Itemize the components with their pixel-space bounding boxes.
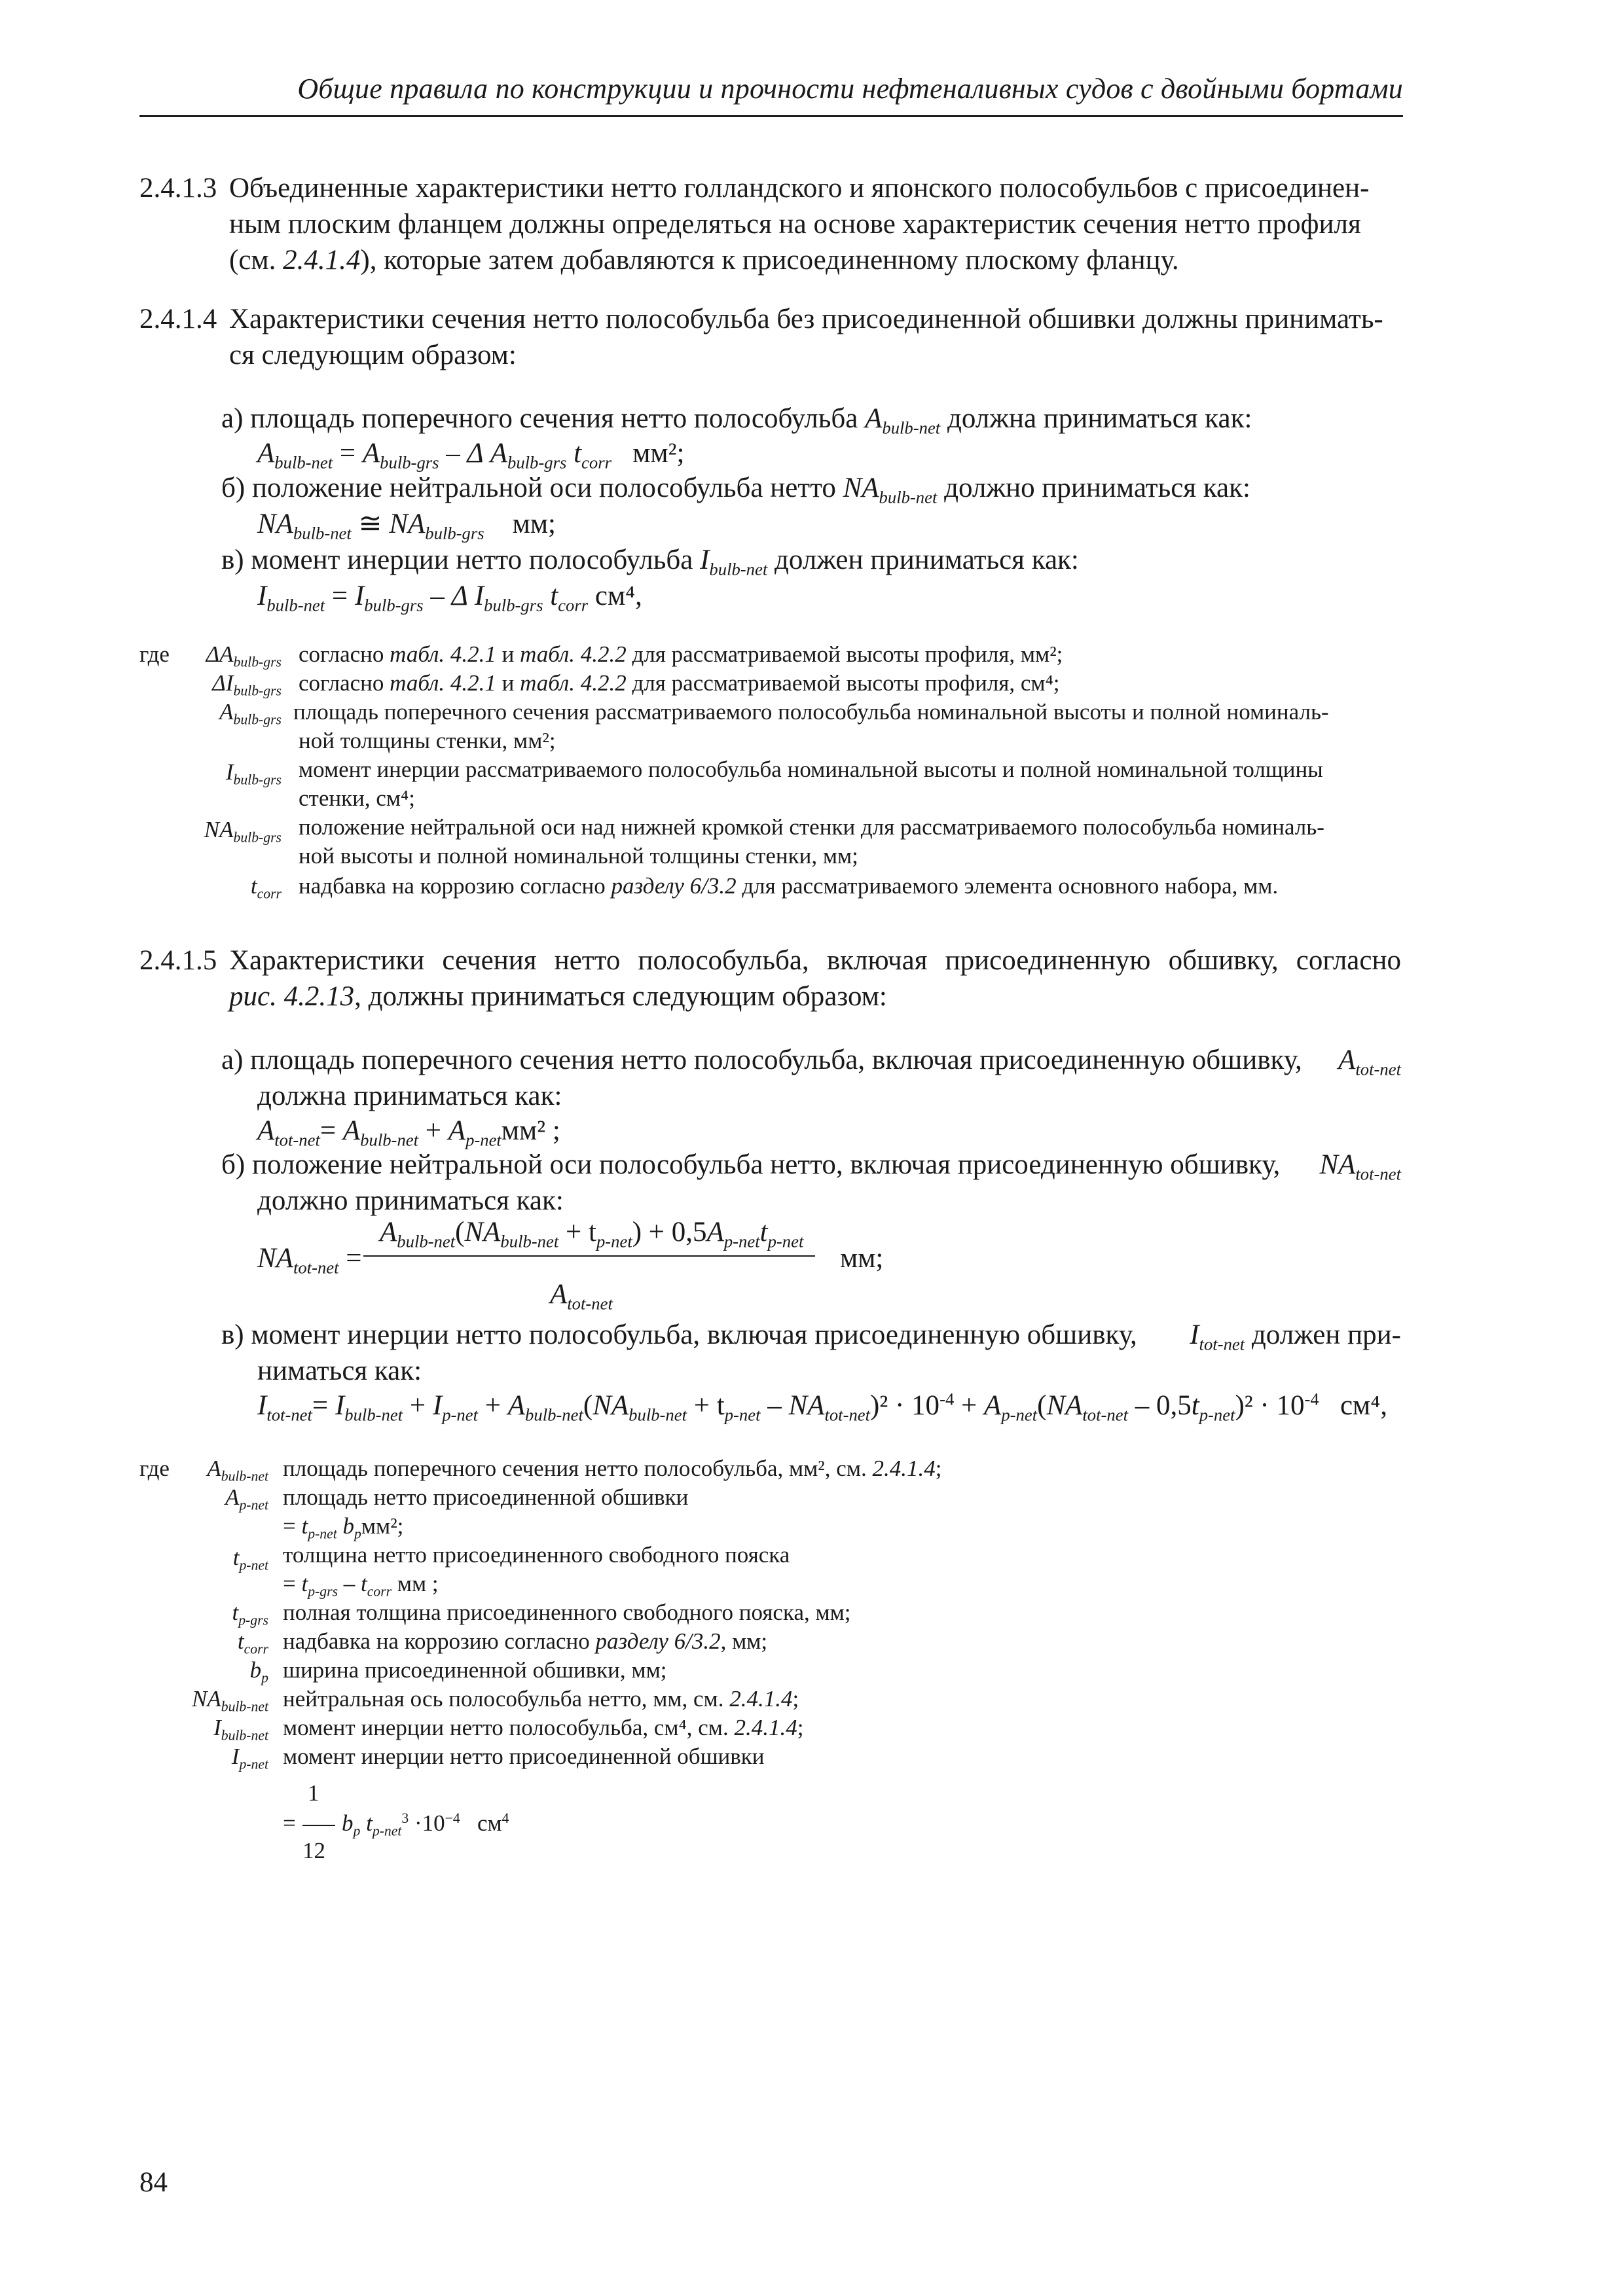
- header-rule: [139, 115, 1403, 117]
- para-line: Характеристики сечения нетто полособульба, включая присоединенную обшивку, согласно: [229, 945, 1401, 976]
- definition: положение нейтральной оси над нижней кромкой стенки для рассматриваемого полособульба номиналь- ной высоты и полной номинальной толщины стенки, мм;: [299, 814, 1324, 869]
- fraction-numerator: $A_{bulb-net}(NA_{bulb-net} + t_{p-net}) + 0,5A_{p-net}t_{p-net}$: [380, 1217, 804, 1251]
- item-b: [221, 470, 1250, 506]
- formula-b-lhs: $NA_{tot-net}$ =: [257, 1243, 362, 1278]
- definition-formula: =: [283, 1810, 296, 1836]
- item-tail: должна приниматься как:: [947, 403, 1252, 434]
- def-symbol: $t_{p-net}$: [232, 1545, 268, 1573]
- item-label: в) момент инерции нетто полособульба, включая присоединенную обшивку,: [221, 1319, 1137, 1350]
- formula-c: $I_{tot-net}= I_{bulb-net} + I_{p-net} + A_{bulb-net}(NA_{bulb-net} + t_{p-net} - NA_{tot-net})^2 \cdot 10^{-4} + A_{p-net}(NA_{tot-net} - 0,5t_{p-net})^2 \cdot 10^{-4}$ см⁴,: [257, 1389, 1388, 1425]
- definition: площадь поперечного сечения нетто полособульба, мм², см. 2.4.1.4;: [283, 1456, 942, 1481]
- item-tail: должно приниматься как:: [944, 473, 1250, 503]
- definition: ширина присоединенной обшивки, мм;: [283, 1657, 667, 1683]
- item-c: в) момент инерции нетто полособульба, включая присоединенную обшивку, $I_{tot-net}$ должен при- ниматься как:: [221, 1317, 1401, 1389]
- item-b: б) положение нейтральной оси полособульба нетто, включая присоединенную обшивку, $NA_{tot-net}$ должно приниматься как:: [221, 1147, 1401, 1219]
- cross-reference[interactable]: 2.4.1.4: [734, 1715, 797, 1740]
- definition-formula: = $t_{p-net}$ $b_pмм^2$;: [283, 1513, 404, 1542]
- para-line: ным плоским фланцем должны определяться на основе характеристик сечения нетто профиля: [229, 209, 1361, 240]
- cross-reference[interactable]: табл. 4.2.2: [520, 670, 627, 696]
- formula-c: $I_{bulb-net} = I_{bulb-grs} - \Delta$ $I_{bulb-grs}$ $t_{corr}$ см⁴,: [257, 581, 642, 615]
- page-number: 84: [139, 2167, 168, 2198]
- section-2414-text: [229, 301, 1383, 373]
- para-line: Объединенные характеристики нетто голландского и японского полособульбов с присоединен-: [229, 173, 1370, 204]
- cross-reference[interactable]: разделу 6/3.2: [595, 1628, 721, 1654]
- formula-b: $NA_{bulb-net}$ ≅ $NA_{bulb-grs}$ мм;: [257, 509, 556, 543]
- cross-reference[interactable]: табл. 4.2.2: [520, 641, 627, 667]
- def-symbol: $NA_{bulb-grs}$: [204, 817, 282, 846]
- definition: момент инерции нетто полособульба, см⁴, см. 2.4.1.4;: [283, 1715, 804, 1740]
- def-symbol: $t_{corr}$: [237, 1628, 268, 1657]
- para-line: ), которые затем добавляются к присоединенному плоскому фланцу.: [360, 245, 1179, 276]
- unit: мм² ;: [501, 1115, 560, 1146]
- where-label: где: [139, 641, 170, 667]
- def-symbol: $A_{p-net}$: [225, 1484, 268, 1513]
- def-symbol: $I_{bulb-net}$: [213, 1715, 268, 1744]
- section-number: 2.4.1.4: [139, 304, 217, 334]
- unit: мм;: [512, 509, 556, 539]
- unit: см⁴,: [594, 581, 642, 611]
- definition: нейтральная ось полособульба нетто, мм, см. 2.4.1.4;: [283, 1686, 799, 1712]
- def-symbol: $A_{bulb-net}$: [207, 1456, 268, 1484]
- definition: надбавка на коррозию согласно разделу 6/3.2, мм;: [283, 1628, 768, 1654]
- definition: площадь поперечного сечения рассматриваемого полособульба номинальной высоты и полной номиналь- ной толщины стенки, мм²;: [293, 699, 1329, 753]
- para-line: (см.: [229, 245, 283, 276]
- def-symbol: $t_{p-grs}$: [232, 1600, 268, 1628]
- definition: толщина нетто присоединенного свободного пояска: [283, 1542, 790, 1568]
- item-tail: должен при-: [1251, 1319, 1401, 1350]
- def-symbol: $\Delta A_{bulb-grs}$: [206, 641, 282, 670]
- definition: момент инерции рассматриваемого полособульба номинальной высоты и полной номинальной толщины стенки, см⁴;: [299, 757, 1323, 811]
- item-tail: ниматься как:: [257, 1355, 422, 1386]
- cross-reference[interactable]: табл. 4.2.1: [390, 670, 496, 696]
- section-2413-text: [229, 170, 1401, 278]
- def-symbol: $\Delta I_{bulb-grs}$: [212, 670, 282, 699]
- definition-formula: $b_p$ $t_{p-net}^3 \cdot 10^{-4}$ $см^4$: [342, 1810, 509, 1839]
- where-label: где: [139, 1456, 170, 1481]
- unit: мм²;: [632, 438, 685, 469]
- formula-a: $A_{tot-net}= A_{bulb-net} + A_{p-net}мм^2$ ;: [257, 1115, 560, 1150]
- cross-reference[interactable]: рис. 4.2.13: [229, 981, 355, 1012]
- definition: согласно табл. 4.2.1 и табл. 4.2.2 для рассматриваемой высоты профиля, мм²;: [299, 641, 1063, 667]
- cross-reference[interactable]: табл. 4.2.1: [390, 641, 496, 667]
- def-symbol: $b_p$: [249, 1657, 268, 1686]
- section-2415-text: [229, 942, 1401, 1014]
- symbol: $NA_{bulb-net}$: [843, 473, 938, 507]
- item-tail: должен приниматься как:: [775, 545, 1079, 575]
- symbol: $I_{bulb-net}$: [700, 545, 768, 579]
- item-a: а) площадь поперечного сечения нетто полособульба, включая присоединенную обшивку, $A_{tot-net}$ должна приниматься как:: [221, 1042, 1401, 1114]
- item-label: в) момент инерции нетто полособульба: [221, 545, 693, 575]
- definition: момент инерции нетто присоединенной обшивки: [283, 1744, 765, 1769]
- formula-a: $A_{bulb-net} = A_{bulb-grs} - \Delta$ $A_{bulb-grs}$ $t_{corr}$ мм²;: [257, 438, 685, 473]
- unit: см⁴,: [1340, 1390, 1388, 1421]
- definition: согласно табл. 4.2.1 и табл. 4.2.2 для рассматриваемой высоты профиля, см⁴;: [299, 670, 1060, 696]
- unit: мм;: [840, 1243, 884, 1274]
- section-number: 2.4.1.3: [139, 173, 217, 204]
- fraction-numerator: 1: [308, 1780, 319, 1806]
- definition: площадь нетто присоединенной обшивки: [283, 1484, 689, 1510]
- cross-reference[interactable]: 2.4.1.4: [283, 245, 361, 276]
- def-symbol: $t_{corr}$: [250, 873, 282, 902]
- symbol: $A_{bulb-net}$: [865, 403, 941, 438]
- cross-reference[interactable]: разделу 6/3.2: [611, 873, 737, 899]
- para-line: ся следующим образом:: [229, 340, 517, 370]
- item-label: а) площадь поперечного сечения нетто полособульба: [221, 403, 858, 434]
- item-tail: должно приниматься как:: [257, 1185, 564, 1216]
- cross-reference[interactable]: 2.4.1.4: [872, 1456, 936, 1481]
- item-a: [221, 401, 1252, 437]
- def-symbol: $I_{p-net}$: [231, 1744, 268, 1772]
- item-label: а) площадь поперечного сечения нетто полособульба, включая присоединенную обшивку,: [221, 1045, 1302, 1075]
- definition: полная толщина присоединенного свободного пояска, мм;: [283, 1600, 851, 1625]
- para-line: , должны приниматься следующим образом:: [354, 981, 887, 1012]
- fraction-bar: [363, 1255, 815, 1257]
- running-header: Общие правила по конструкции и прочности нефтеналивных судов с двойными бортами: [297, 73, 1403, 105]
- def-symbol: $A_{bulb-grs}$: [219, 699, 282, 728]
- def-symbol: $I_{bulb-grs}$: [225, 759, 282, 788]
- section-2413: [139, 170, 217, 206]
- item-label: б) положение нейтральной оси полособульба нетто: [221, 473, 836, 503]
- fraction-bar: [302, 1825, 335, 1826]
- section-number: 2.4.1.5: [139, 945, 217, 976]
- fraction-denominator: $A_{tot-net}$: [550, 1279, 613, 1314]
- item-tail: должна приниматься как:: [257, 1081, 562, 1111]
- fraction-denominator: 12: [302, 1838, 325, 1863]
- def-symbol: $NA_{bulb-net}$: [191, 1686, 268, 1715]
- definition-formula: = $t_{p-grs} - t_{corr}$ мм ;: [283, 1571, 439, 1600]
- definition: надбавка на коррозию согласно разделу 6/3.2 для рассматриваемого элемента основного набора, мм.: [299, 873, 1279, 899]
- cross-reference[interactable]: 2.4.1.4: [729, 1686, 793, 1712]
- item-c: [221, 542, 1079, 578]
- item-label: б) положение нейтральной оси полособульба нетто, включая присоединенную обшивку,: [221, 1149, 1281, 1180]
- para-line: Характеристики сечения нетто полособульба без присоединенной обшивки должны принимать-: [229, 304, 1383, 334]
